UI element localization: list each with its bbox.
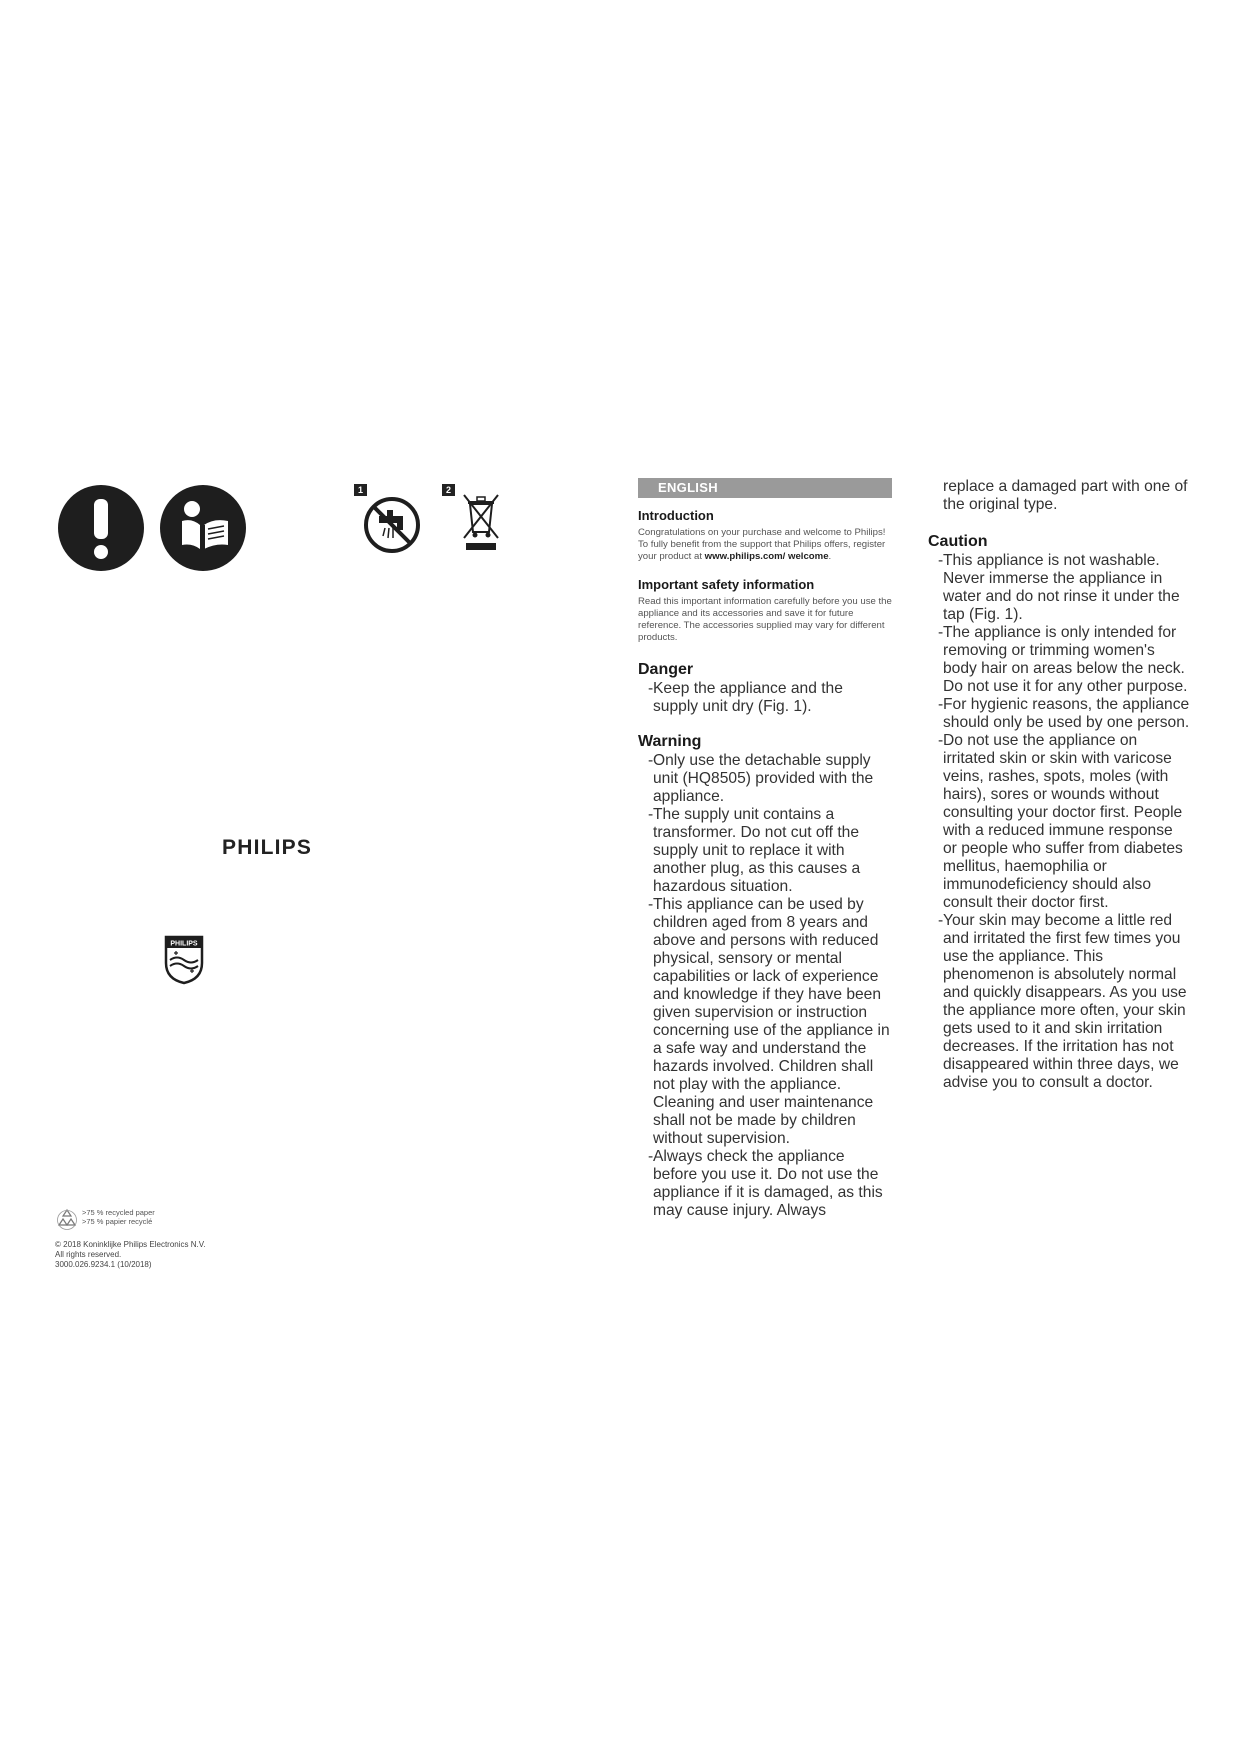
introduction-text [638,527,892,564]
language-header: ENGLISH [638,478,892,498]
caution-list [928,552,1190,1092]
safety-text: Read this important information carefully before you use the appliance and its accessories and save it for future reference. The accessories supplied may vary for different products. [638,595,892,644]
list-item: - The supply unit contains a transformer. Do not cut off the supply unit to replace it with another plug, as this causes a hazardous situation. [638,806,892,896]
figure-1-label: 1 [354,484,367,496]
recycled-paper-note [82,1208,155,1226]
introduction-end: . [828,551,832,563]
list-item: - This appliance is not washable. Never immerse the appliance in water and do not rinse it under the tap (Fig. 1). [928,552,1190,624]
copyright-block [55,1240,206,1270]
shield-wordmark: PHILIPS [170,940,198,948]
manual-column-2 [928,478,1190,1092]
warning-heading: Warning [638,733,702,751]
list-item: - Only use the detachable supply unit (HQ8505) provided with the appliance. [638,752,892,806]
no-water-icon [363,496,421,554]
philips-wordmark: PHILIPS [222,836,313,859]
continued-text: replace a damaged part with one of the original type. [943,478,1188,513]
rights-line: All rights reserved. [55,1250,122,1259]
manual-column-1 [638,478,892,1220]
danger-list [638,680,892,716]
weee-bin-icon [460,492,502,552]
figure-2-label: 2 [442,484,455,496]
exclamation-warning-icon [58,485,144,571]
introduction-heading: Introduction [638,508,714,523]
warning-list [638,752,892,1220]
list-item: - Keep the appliance and the supply unit dry (Fig. 1). [638,680,892,716]
copyright-line: © 2018 Koninklijke Philips Electronics N.V. [55,1240,206,1249]
recycle-line-en: >75 % recycled paper [82,1208,155,1217]
philips-shield-logo [164,935,204,985]
list-item: - Your skin may become a little red and irritated the first few times you use the appliance. This phenomenon is absolutely normal and quickly disappears. As you use the appliance more often, your skin gets used to it and skin irritation decreases. If the irritation has not disappeared within three days, we advise you to consult a doctor. [928,912,1190,1092]
read-manual-icon [160,485,246,571]
recycle-line-fr: >75 % papier recyclé [82,1217,153,1226]
list-item: - Do not use the appliance on irritated skin or skin with varicose veins, rashes, spots, moles (with hairs), sores or wounds without consulting your doctor first. People with a reduced immune response or people who suffer from diabetes mellitus, haemophilia or immunodeficiency should also consult their doctor first. [928,732,1190,912]
list-item: - Always check the appliance before you use it. Do not use the appliance if it is damaged, as this may cause injury. Always [638,1148,892,1220]
list-item: - The appliance is only intended for removing or trimming women's body hair on areas below the neck. Do not use it for any other purpose. [928,624,1190,696]
document-code: 3000.026.9234.1 (10/2018) [55,1260,152,1269]
introduction-body: Congratulations on your purchase and welcome to Philips! To fully benefit from the support that Philips offers, register your product at [638,527,886,563]
register-link[interactable]: www.philips.com/ welcome [704,551,829,563]
danger-heading: Danger [638,661,694,679]
list-item: - This appliance can be used by children aged from 8 years and above and persons with reduced physical, sensory or mental capabilities or lack of experience and knowledge if they have been given supervision or instruction concerning use of the appliance in a safe way and understand the hazards involved. Children shall not play with the appliance. Cleaning and user maintenance shall not be made by children without supervision. [638,896,892,1148]
recycle-icon [56,1208,78,1230]
list-item: - For hygienic reasons, the appliance should only be used by one person. [928,696,1190,732]
caution-heading: Caution [928,533,988,550]
safety-heading: Important safety information [638,576,815,592]
